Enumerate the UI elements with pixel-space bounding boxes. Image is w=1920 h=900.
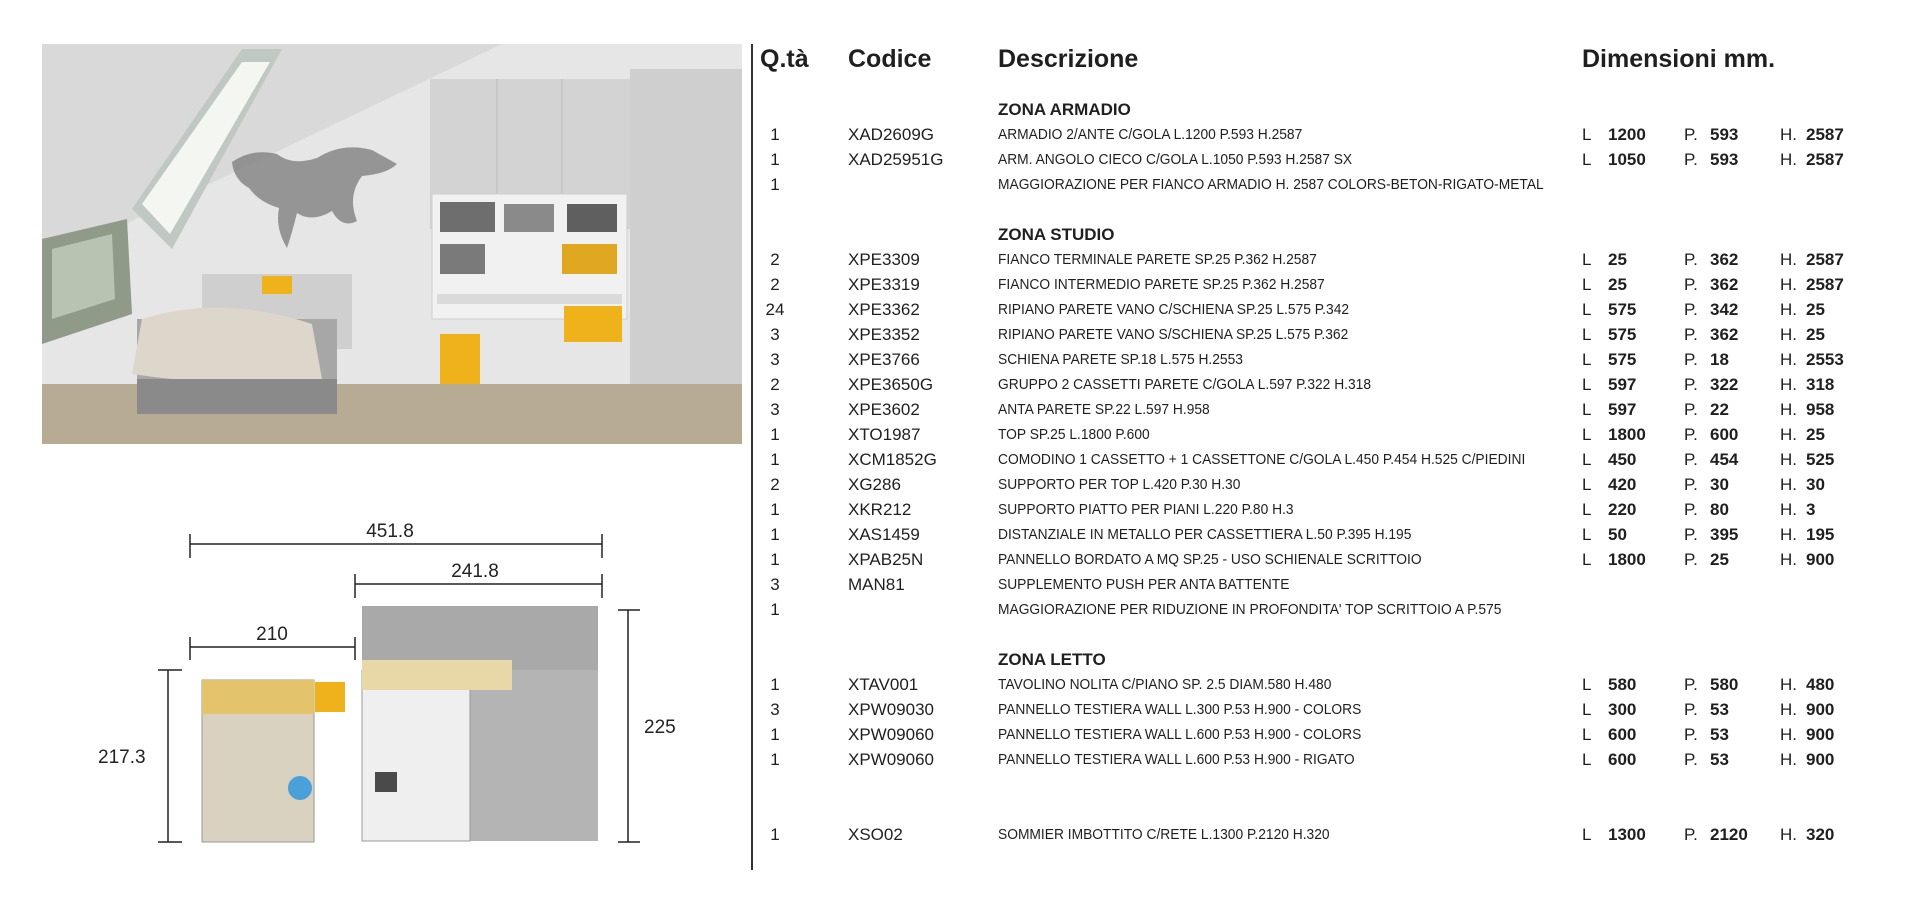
row-qty: 1 (770, 825, 780, 844)
dim-h-value: 318 (1806, 375, 1835, 394)
dim-p-label: P. (1684, 500, 1698, 519)
table-row (760, 548, 1910, 572)
dim-l-value: 1200 (1608, 125, 1646, 144)
row-code: XPE3766 (848, 350, 920, 369)
spacer-row (760, 773, 1910, 797)
dim-h-value: 525 (1806, 450, 1835, 469)
header-description: Descrizione (998, 45, 1139, 73)
row-qty: 3 (770, 350, 780, 369)
row-description: MAGGIORAZIONE PER FIANCO ARMADIO H. 2587 COLORS-BETON-RIGATO-METAL (998, 176, 1544, 193)
header-code: Codice (848, 45, 932, 73)
dim-l-value: 220 (1608, 500, 1637, 519)
dim-p-label: P. (1684, 450, 1698, 469)
dim-p-label: P. (1684, 825, 1698, 844)
dim-l-value: 300 (1608, 700, 1637, 719)
dim-total-width: 451.8 (366, 521, 414, 542)
row-description: ANTA PARETE SP.22 L.597 H.958 (998, 401, 1210, 418)
dim-h-value: 2553 (1806, 350, 1844, 369)
row-description: SUPPORTO PIATTO PER PIANI L.220 P.80 H.3 (998, 501, 1294, 518)
row-description: GRUPPO 2 CASSETTI PARETE C/GOLA L.597 P.322 H.318 (998, 376, 1372, 393)
table-row (760, 373, 1910, 397)
dim-h-label: H. (1780, 150, 1797, 169)
row-description: COMODINO 1 CASSETTO + 1 CASSETTONE C/GOLA L.450 P.454 H.525 C/PIEDINI (998, 451, 1526, 468)
dim-h-label: H. (1780, 250, 1797, 269)
dim-l-label: L (1582, 475, 1592, 494)
row-code: XPE3319 (848, 275, 920, 294)
row-code: XPE3650G (848, 375, 934, 394)
dim-h-label: H. (1780, 425, 1797, 444)
row-qty: 1 (770, 675, 780, 694)
dim-p-label: P. (1684, 725, 1698, 744)
row-qty: 1 (770, 600, 780, 619)
dim-p-label: P. (1684, 350, 1698, 369)
row-code: XPW09030 (848, 700, 934, 719)
row-code: XG286 (848, 475, 901, 494)
row-code: XAD2609G (848, 125, 934, 144)
dim-h-value: 2587 (1806, 250, 1844, 269)
column-divider (751, 44, 753, 870)
row-qty: 1 (770, 550, 780, 569)
dim-p-value: 25 (1710, 550, 1729, 569)
row-code: XPE3362 (848, 300, 920, 319)
table-row (760, 323, 1910, 347)
dim-h-label: H. (1780, 275, 1797, 294)
dim-h-label: H. (1780, 525, 1797, 544)
table-row (760, 423, 1910, 447)
row-description: ARMADIO 2/ANTE C/GOLA L.1200 P.593 H.2587 (998, 126, 1303, 143)
dim-l-label: L (1582, 350, 1592, 369)
dim-right-depth: 225 (644, 717, 676, 738)
dim-l-label: L (1582, 500, 1592, 519)
row-code: XTAV001 (848, 675, 919, 694)
dim-h-label: H. (1780, 750, 1797, 769)
dim-p-value: 18 (1710, 350, 1729, 369)
dim-h-label: H. (1780, 700, 1797, 719)
row-qty: 1 (770, 175, 780, 194)
dim-l-label: L (1582, 325, 1592, 344)
row-qty: 1 (770, 150, 780, 169)
dim-p-label: P. (1684, 125, 1698, 144)
header-qty: Q.tà (760, 45, 809, 73)
dim-l-label: L (1582, 425, 1592, 444)
dim-h-label: H. (1780, 125, 1797, 144)
dim-h-label: H. (1780, 350, 1797, 369)
dim-p-label: P. (1684, 375, 1698, 394)
dim-l-value: 1800 (1608, 425, 1646, 444)
spacer-row (760, 798, 1910, 822)
row-code: XPAB25N (848, 550, 924, 569)
row-qty: 24 (765, 300, 785, 319)
table-row (760, 298, 1910, 322)
row-description: SUPPLEMENTO PUSH PER ANTA BATTENTE (998, 576, 1290, 593)
section-heading (760, 648, 1910, 672)
dim-l-label: L (1582, 300, 1592, 319)
dim-l-label: L (1582, 750, 1592, 769)
dim-h-value: 25 (1806, 425, 1825, 444)
dim-h-value: 958 (1806, 400, 1835, 419)
row-description: ARM. ANGOLO CIECO C/GOLA L.1050 P.593 H.2587 SX (998, 151, 1353, 168)
spacer-row (760, 198, 1910, 222)
dim-l-label: L (1582, 450, 1592, 469)
row-qty: 1 (770, 450, 780, 469)
dim-p-value: 53 (1710, 700, 1729, 719)
row-description: TAVOLINO NOLITA C/PIANO SP. 2.5 DIAM.580 H.480 (998, 676, 1332, 693)
dim-right-width: 241.8 (451, 561, 499, 582)
section-title: ZONA ARMADIO (998, 100, 1131, 119)
room-photo (42, 44, 742, 444)
dim-l-label: L (1582, 675, 1592, 694)
table-row (760, 498, 1910, 522)
dim-h-label: H. (1780, 300, 1797, 319)
dim-l-label: L (1582, 250, 1592, 269)
table-row (760, 598, 1910, 622)
dim-l-value: 25 (1608, 250, 1627, 269)
dim-p-label: P. (1684, 150, 1698, 169)
dim-h-value: 900 (1806, 700, 1835, 719)
row-code: XAS1459 (848, 525, 920, 544)
table-row (760, 748, 1910, 772)
table-row (760, 473, 1910, 497)
dim-left-depth: 217.3 (98, 747, 146, 768)
dim-p-label: P. (1684, 275, 1698, 294)
dim-h-value: 25 (1806, 300, 1825, 319)
dim-l-value: 575 (1608, 325, 1637, 344)
row-code: XPE3309 (848, 250, 920, 269)
dim-h-label: H. (1780, 725, 1797, 744)
row-qty: 3 (770, 400, 780, 419)
dim-h-value: 2587 (1806, 150, 1844, 169)
dim-p-value: 22 (1710, 400, 1729, 419)
dim-h-value: 320 (1806, 825, 1835, 844)
dim-p-label: P. (1684, 675, 1698, 694)
dim-l-label: L (1582, 550, 1592, 569)
dim-p-value: 362 (1710, 325, 1739, 344)
dim-h-label: H. (1780, 325, 1797, 344)
row-description: PANNELLO TESTIERA WALL L.300 P.53 H.900 - COLORS (998, 701, 1362, 718)
row-qty: 1 (770, 725, 780, 744)
dim-h-label: H. (1780, 675, 1797, 694)
row-code: XAD25951G (848, 150, 944, 169)
dim-h-value: 2587 (1806, 125, 1844, 144)
row-description: RIPIANO PARETE VANO C/SCHIENA SP.25 L.575 P.342 (998, 301, 1350, 318)
dim-l-value: 597 (1608, 400, 1637, 419)
dim-l-label: L (1582, 125, 1592, 144)
row-description: RIPIANO PARETE VANO S/SCHIENA SP.25 L.575 P.362 (998, 326, 1349, 343)
row-description: DISTANZIALE IN METALLO PER CASSETTIERA L.50 P.395 H.195 (998, 526, 1412, 543)
dim-p-value: 580 (1710, 675, 1739, 694)
table-row (760, 248, 1910, 272)
dim-l-label: L (1582, 275, 1592, 294)
dim-l-value: 597 (1608, 375, 1637, 394)
dim-l-value: 600 (1608, 725, 1637, 744)
dim-l-value: 1050 (1608, 150, 1646, 169)
dim-p-label: P. (1684, 250, 1698, 269)
dim-h-value: 900 (1806, 750, 1835, 769)
spacer-row (760, 623, 1910, 647)
dim-h-value: 2587 (1806, 275, 1844, 294)
row-qty: 2 (770, 375, 780, 394)
dim-h-value: 30 (1806, 475, 1825, 494)
row-description: PANNELLO BORDATO A MQ SP.25 - USO SCHIENALE SCRITTOIO (998, 551, 1422, 568)
row-description: SCHIENA PARETE SP.18 L.575 H.2553 (998, 351, 1243, 368)
table-row (760, 398, 1910, 422)
row-qty: 1 (770, 500, 780, 519)
row-qty: 1 (770, 525, 780, 544)
section-heading (760, 98, 1910, 122)
dim-h-label: H. (1780, 450, 1797, 469)
row-description: MAGGIORAZIONE PER RIDUZIONE IN PROFONDITA' TOP SCRITTOIO A P.575 (998, 601, 1502, 618)
dim-p-value: 2120 (1710, 825, 1748, 844)
row-qty: 2 (770, 475, 780, 494)
section-heading (760, 223, 1910, 247)
section-title: ZONA LETTO (998, 650, 1106, 669)
dim-p-value: 593 (1710, 125, 1739, 144)
dim-l-value: 600 (1608, 750, 1637, 769)
dim-p-label: P. (1684, 525, 1698, 544)
table-row (760, 148, 1910, 172)
dim-p-value: 53 (1710, 750, 1729, 769)
dim-l-value: 580 (1608, 675, 1637, 694)
row-description: PANNELLO TESTIERA WALL L.600 P.53 H.900 - RIGATO (998, 751, 1355, 768)
table-row (760, 723, 1910, 747)
dim-h-value: 195 (1806, 525, 1835, 544)
dim-l-value: 450 (1608, 450, 1637, 469)
dim-h-label: H. (1780, 550, 1797, 569)
dim-p-value: 362 (1710, 275, 1739, 294)
row-description: PANNELLO TESTIERA WALL L.600 P.53 H.900 - COLORS (998, 726, 1362, 743)
dim-p-value: 80 (1710, 500, 1729, 519)
dim-p-value: 53 (1710, 725, 1729, 744)
dim-p-value: 593 (1710, 150, 1739, 169)
dim-l-label: L (1582, 375, 1592, 394)
dim-p-value: 322 (1710, 375, 1739, 394)
row-code: XPW09060 (848, 725, 934, 744)
dim-left-width: 210 (256, 624, 288, 645)
dim-h-value: 480 (1806, 675, 1835, 694)
dim-l-value: 1300 (1608, 825, 1646, 844)
dim-p-label: P. (1684, 550, 1698, 569)
dim-p-label: P. (1684, 750, 1698, 769)
dim-p-value: 395 (1710, 525, 1739, 544)
dim-p-value: 600 (1710, 425, 1739, 444)
dim-l-label: L (1582, 400, 1592, 419)
dim-p-value: 30 (1710, 475, 1729, 494)
row-code: XCM1852G (848, 450, 937, 469)
table-row (760, 448, 1910, 472)
table-row (760, 173, 1910, 197)
dim-l-label: L (1582, 825, 1592, 844)
dim-h-label: H. (1780, 825, 1797, 844)
dim-p-label: P. (1684, 325, 1698, 344)
dim-l-label: L (1582, 700, 1592, 719)
desk-top (437, 294, 622, 304)
dim-h-label: H. (1780, 400, 1797, 419)
row-qty: 3 (770, 700, 780, 719)
table-row (760, 698, 1910, 722)
floor-plan (90, 510, 710, 870)
dim-l-value: 1800 (1608, 550, 1646, 569)
table-row (760, 823, 1910, 847)
dim-l-value: 25 (1608, 275, 1627, 294)
dim-h-value: 3 (1806, 500, 1816, 519)
table-row (760, 348, 1910, 372)
table-row (760, 523, 1910, 547)
dim-p-label: P. (1684, 300, 1698, 319)
row-qty: 3 (770, 575, 780, 594)
row-code: XPE3352 (848, 325, 920, 344)
row-description: SUPPORTO PER TOP L.420 P.30 H.30 (998, 476, 1241, 493)
header-dimensions: Dimensioni mm. (1582, 45, 1776, 73)
dim-h-value: 25 (1806, 325, 1825, 344)
row-description: FIANCO INTERMEDIO PARETE SP.25 P.362 H.2587 (998, 276, 1325, 293)
row-description: FIANCO TERMINALE PARETE SP.25 P.362 H.2587 (998, 251, 1317, 268)
dim-l-label: L (1582, 150, 1592, 169)
row-qty: 2 (770, 275, 780, 294)
row-code: XKR212 (848, 500, 912, 519)
dim-h-value: 900 (1806, 550, 1835, 569)
dim-p-value: 454 (1710, 450, 1739, 469)
row-qty: 1 (770, 750, 780, 769)
dim-p-label: P. (1684, 700, 1698, 719)
table-row (760, 123, 1910, 147)
dim-h-label: H. (1780, 500, 1797, 519)
plan-desk (362, 670, 470, 841)
dim-l-value: 575 (1608, 350, 1637, 369)
row-code: XPW09060 (848, 750, 934, 769)
row-qty: 2 (770, 250, 780, 269)
dim-l-label: L (1582, 725, 1592, 744)
dim-l-label: L (1582, 525, 1592, 544)
table-row (760, 273, 1910, 297)
dim-p-label: P. (1684, 400, 1698, 419)
row-qty: 3 (770, 325, 780, 344)
dim-p-label: P. (1684, 475, 1698, 494)
dim-l-value: 575 (1608, 300, 1637, 319)
row-description: SOMMIER IMBOTTITO C/RETE L.1300 P.2120 H.320 (998, 826, 1330, 843)
dim-l-value: 50 (1608, 525, 1627, 544)
dim-p-value: 362 (1710, 250, 1739, 269)
dim-l-value: 420 (1608, 475, 1637, 494)
dim-p-label: P. (1684, 425, 1698, 444)
table-row (760, 673, 1910, 697)
dim-h-label: H. (1780, 475, 1797, 494)
row-qty: 1 (770, 125, 780, 144)
dim-h-value: 900 (1806, 725, 1835, 744)
row-description: TOP SP.25 L.1800 P.600 (998, 426, 1150, 443)
row-code: XSO02 (848, 825, 903, 844)
section-title: ZONA STUDIO (998, 225, 1115, 244)
row-code: XPE3602 (848, 400, 920, 419)
row-code: MAN81 (848, 575, 905, 594)
row-code: XTO1987 (848, 425, 921, 444)
row-qty: 1 (770, 425, 780, 444)
table-row (760, 573, 1910, 597)
dim-p-value: 342 (1710, 300, 1739, 319)
dim-h-label: H. (1780, 375, 1797, 394)
